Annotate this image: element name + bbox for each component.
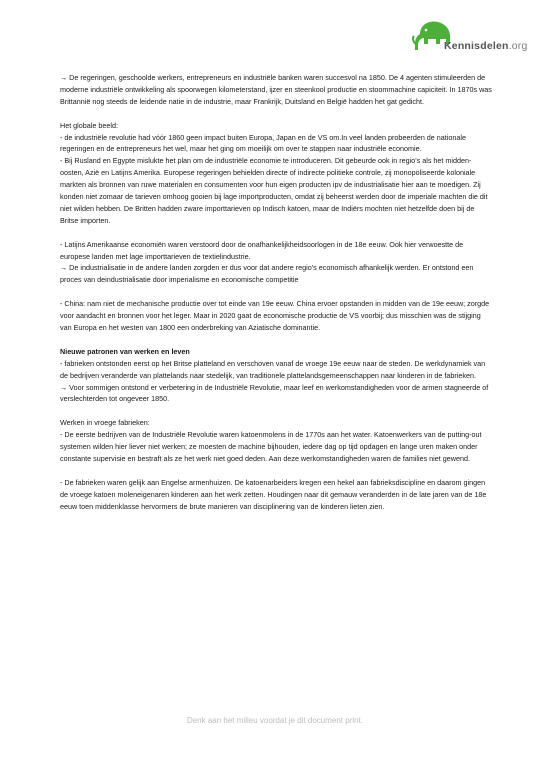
paragraph-impact: - de industriële revolutie had vóór 1860 geen impact buiten Europa, Japan en de VS om.In veel landen probeerden de nationale regeringen en de entrepreneurs het wel, maar het ging om moeilijk om over te stappen naar industriële economie.	[60, 132, 466, 154]
paragraph-latijns-amerika: - Latijns Amerikaanse economiën waren verstoord door de onafhankelijkheidsoorlogen in de 18e eeuw. Ook hier verwoestte de europese landen met lage importtarieven de textielindustrie.	[60, 239, 464, 261]
footer-note: Denk aan het milieu voordat je dit document print.	[186, 716, 364, 725]
paragraph-verbetering: → Voor sommigen ontstond er verbetering in de Industriële Revolutie, maar leef en werkomstandigheden voor de armen stagneerde of verslechterden tot ongeveer 1850.	[60, 382, 489, 404]
paragraph-china: - China: nam niet de mechanische productie over tot einde van 19e eeuw. China ervoer opstanden in midden van de 19e eeuw; zorgde voor aandacht en bronnen voor het leger. Maar in 2020 gaat de economische productie de VS voorbij; dus misschien was de stijging van Europa en het westen van 1800 een onderbreking van Aziatische dominantie.	[60, 299, 490, 332]
heading-globale-beeld: Het globale beeld:	[60, 120, 118, 130]
logo-name: Kennisdelen	[444, 40, 509, 52]
heading-nieuwe-patronen: Nieuwe patronen van werken en leven	[60, 346, 190, 356]
paragraph-intro: → De regeringen, geschoolde werkers, entrepreneurs en industriële banken waren succesvol na 1850. De 4 agenten stimuleerden de moderne industriële ontwikkeling als spoorwegen kilometerstand, ijzer en steenkool productie en stoommachine capiciteit. In 1870s was Brittannië nog steeds de leidende natie in de industrie, maar Frankrijk, Duitsland en België hadden het gat gedicht.	[60, 73, 492, 106]
paragraph-fabrieken: - fabrieken ontstonden eerst op het Britse platteland en verschoven vanaf de vroege 19e eeuw naar de steden. De werkdynamiek van de bedrijven veranderde van plattelands naar stedelijk, van traditionele plattelandsgemeenschappen naar kinderen in de fabrieken.	[60, 358, 486, 380]
kennisdelen-logo	[410, 14, 530, 58]
paragraph-katoenmolens: - De eerste bedrijven van de Industriële Revolutie waren katoenmolens in de 1770s aan het water. Katoenwerkers van de putting-out systemen wilden hier liever niet werken; ze moesten de machine bijhouden, iedere dag op tijd opdagen en lange uren maken onder constante supervisie en bestraft als ze het werk niet goed deden. Aan deze werkomstandigheden waren de families niet gewend.	[60, 430, 482, 463]
document-body	[60, 72, 492, 524]
heading-werken-vroege-fabrieken: Werken in vroege fabrieken:	[60, 418, 150, 428]
paragraph-rusland-egypte: - Bij Rusland en Egypte mislukte het plan om de industriële economie te introduceren. Dit gebeurde ook in regio’s als het midden-oosten, Azië en Latijns Amerika. Europese regeringen behielden directe of indirecte politieke controle, zij monopoliseerde koloniale markten als bronnen van ruwe materialen en consumenten voor hun eigen producten ipv de industrialisatie hier aan te moedigen. Zij konden niet zomaar de tarieven omhoog gooien bij lage importproducten, omdat zij beheerst werden door de imperiale machten die dit niet wilden hebben. De Britten hadden zware importtarieven op Indisch katoen, maar de Indiërs mochten niet hetzelfde doen bij de Britse importen.	[60, 156, 488, 225]
paragraph-deindustrialisatie: → De industrialisatie in de andere landen zorgden er dus voor dat andere regio’s economisch afhankelijk werden. Er ontstond een proces van deindustrialisatie door imperialisme en economische competitie	[60, 263, 474, 285]
paragraph-armenhuizen: - De fabrieken waren gelijk aan Engelse armenhuizen. De katoenarbeiders kregen een hekel aan fabrieksdiscipline en daarom gingen de vroege katoen moleneigenaren kinderen aan het werk zetten. Houdingen naar dit gemauw veranderden in de late jaren van de 18e eeuw toen middenklasse hervormers de brute manieren van disciplinering van de kinderen lieten zien.	[60, 477, 487, 511]
logo-tld: .org	[508, 40, 528, 52]
